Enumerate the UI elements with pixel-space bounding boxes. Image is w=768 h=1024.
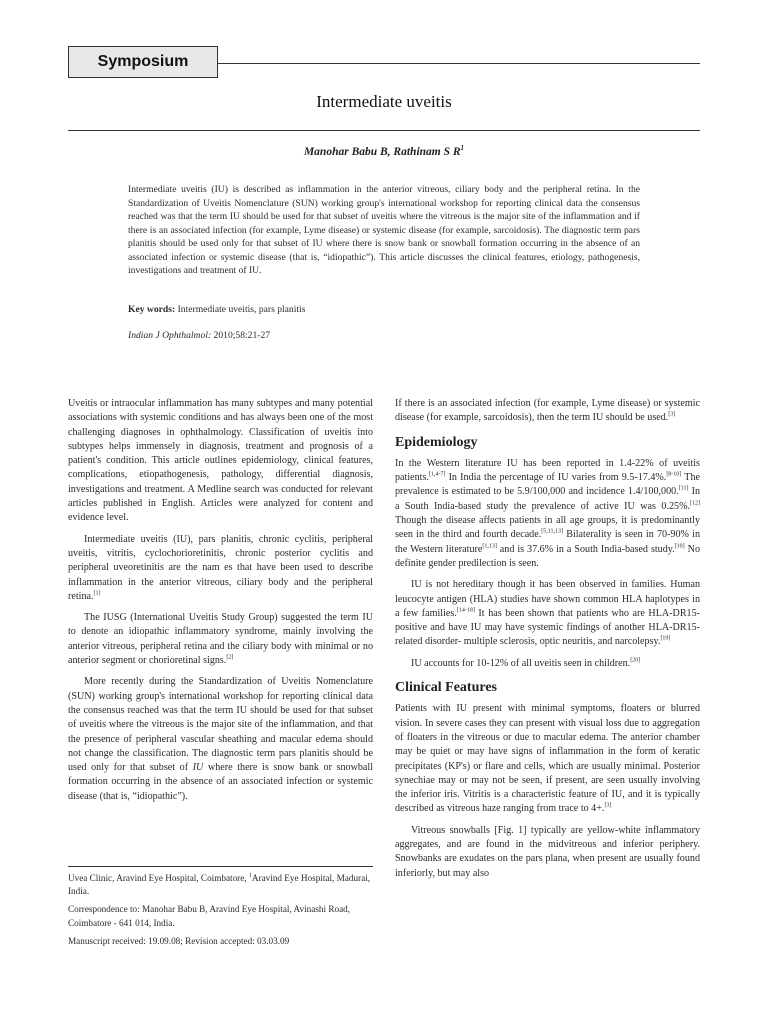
reference-mark: [1,13] [482,543,497,550]
reference-mark: [12] [690,500,700,507]
abstract: Intermediate uveitis (IU) is described as inflammation in the anterior vitreous, ciliary body and the peripheral retina. In the Standardization of Uveitis Nomenclature (SUN) working group's international workshop for reporting clinical data the consensus reached was that the term IU should be used for that subset of uveitis where the vitreous is the major site of the inflammation and if there is an associated infection (for example, Lyme disease) or systemic disease (for example, sarcoidosis). The diagnostic term pars planitis should be used only for that subset of IU where there is snow bank or snowball formation occurring in the absence of an associated infection or systemic disease (that is, “idiopathic”). This article discusses the clinical features, etiology, pathogenesis, investigations and treatment of IU. [128,184,640,276]
paragraph-italic: IU [192,762,204,774]
body-paragraph [68,611,373,668]
reference-mark: [14-18] [456,607,475,614]
paragraph-text: Intermediate uveitis (IU), pars planitis, chronic cyclitis, peripheral uveitis, vitritis, cyclochorioretinitis, chronic posterior cyclitis and peripheral uveoretinitis are the nam es that have been used to describe inflammation in the anterior vitreous, ciliary body and the peripheral retina. [68,533,373,602]
body-paragraph [395,397,700,426]
reference-mark: [19] [660,636,671,643]
paragraph-text: More recently during the Standardization of Uveitis Nomenclature (SUN) working group's international workshop for reporting clinical data the consensus reached was that the term IU should be used for that subset of uveitis where the vitreous is the major site of the inflammation, and that the presence of peripheral vascular sheathing and macular edema should not change the classification. The diagnostic term pars planitis should be used only for that subset of [68,676,373,774]
body-paragraph: Uveitis or intraocular inflammation has many subtypes and many potential associations with systemic conditions and has always been one of the most challenging diagnoses in ophthalmology. Classification of uveitis into subtypes helps immensely in diagnosis, treatment and prognosis of a patient's condition. This article outlines epidemiology, clinical features, complications, etiopathogenesis, pathology, differential diagnosis, investigations and treatment. A Medline search was conducted for relevant articles published in English. Articles were analyzed for content and evidence level. [68,398,373,524]
body-paragraph [395,457,700,571]
paragraph-text: and is 37.6% in a South India-based study. [496,543,675,555]
right-column [395,397,700,888]
section-heading-epidemiology: Epidemiology [395,434,478,450]
paragraph-text: It has been shown that patients who are HLA-DR15-positive and have IU may have systemic findings of another HLA-DR15-related disorder- multiple sclerosis, optic neuritis, and narcolepsy. [395,607,701,648]
affiliation-note [68,870,373,898]
paragraph-text: If there is an associated infection (for example, Lyme disease) or systemic disease (for example, sarcoidosis), then the term IU should be used. [395,398,700,424]
paragraph-text: In India the percentage of IU varies from 9.5-17.4%. [445,472,667,484]
reference-mark: [11] [678,486,689,493]
paragraph-text: Though the disease affects patients in all age groups, it is predominantly seen in the third and fourth decade. [395,515,700,541]
manuscript-note: Manuscript received: 19.09.08; Revision accepted: 03.03.09 [68,935,290,946]
keywords-text: Intermediate uveitis, pars planitis [177,304,306,315]
affiliation-text: Uvea Clinic, Aravind Eye Hospital, Coimbatore, [68,873,249,884]
paragraph-text: IU is not hereditary though it has been observed in families. Human leucocyte antigen (HLA) studies have shown common HLA haplotypes in a few families. [395,579,700,619]
reference-mark: [1,4-7] [428,471,446,478]
reference-mark: [10] [674,543,685,550]
paragraph-text: where there is snow bank or snowball formation occurring in the absence of an associated infection or systemic disease (that is, “idiopathic”). [68,762,373,802]
title-rule [68,130,700,131]
section-label: Symposium [68,46,218,78]
keywords [128,304,640,315]
paragraph-text: The IUSG (International Uveitis Study Group) suggested the term IU to denote an idiopathic inflammatory syndrome, mainly involving the anterior vitreous, peripheral retina and the ciliary body with minimal or no anterior segment or chorioretinal signs. [68,612,373,667]
section-rule [218,63,700,64]
paragraph-text: The prevalence is estimated to be 5.9/100,000 and incidence 1.4/100,000. [395,472,700,498]
paragraph-text: No definite gender predilection is seen. [395,543,700,569]
reference-mark: [3] [668,411,676,418]
body-paragraph [395,657,700,671]
authors-affiliation-mark: 1 [460,144,465,152]
body-paragraph [395,578,700,649]
reference-mark: [20] [630,657,641,664]
left-column [68,397,373,811]
affiliation-text: Aravind Eye Hospital, Madurai, India. [68,873,371,897]
affiliation-mark: 1 [248,873,252,879]
body-paragraph: Vitreous snowballs [Fig. 1] typically are yellow-white inflammatory aggregates, and are found in the midvitreous and inferior periphery. Snowbanks are exudates on the pars plana, when present are usually found inferiorly, but may also [395,824,700,879]
paragraph-text: Bilaterality is seen in 70-90% in the Western literature [395,529,700,555]
correspondence-note: Correspondence to: Manohar Babu B, Aravind Eye Hospital, Avinashi Road, Coimbatore - 641 014, India. [68,904,351,928]
paragraph-text: Patients with IU present with minimal symptoms, floaters or blurred vision. In severe cases they can present with visual loss due to aggregation of floaters in the vitreous or due to macular edema. The anterior chamber may be quiet or may have signs of inflammation in the form of keratic precipitates (KP's) or flare and cells, which are usually minimal. Posterior synechiae may or may not be seen, if present, are seen usually involving the inferior iris. Vitritis is a characteristic feature of IU, and it is typically described as vitreous haze ranging from trace to 4+. [395,703,700,815]
keywords-label: Key words: [128,304,176,315]
citation [128,330,640,341]
paragraph-text: In a South India-based study the prevalence of active IU was 0.25%. [395,486,700,512]
body-paragraph [395,702,700,816]
citation-journal: Indian J Ophthalmol: [128,330,212,341]
authors-text: Manohar Babu B, Rathinam S R [303,145,461,158]
reference-mark: [1] [93,590,101,597]
paragraph-text: IU accounts for 10-12% of all uveitis seen in children. [411,657,631,669]
article-authors [68,144,700,158]
reference-mark: [2] [226,654,234,661]
section-heading-clinical-features: Clinical Features [395,680,498,696]
article-title: Intermediate uveitis [316,92,452,111]
reference-mark: [5,11,13] [541,529,563,536]
footnotes [68,870,373,953]
body-paragraph [68,675,373,804]
reference-mark: [8-10] [666,471,682,478]
citation-details: 2010;58:21-27 [213,330,271,341]
paragraph-text: In the Western literature IU has been reported in 1.4-22% of uveitis patients. [395,457,700,484]
body-paragraph [68,533,373,604]
footnote-rule [68,866,373,867]
reference-mark: [3] [604,803,612,810]
